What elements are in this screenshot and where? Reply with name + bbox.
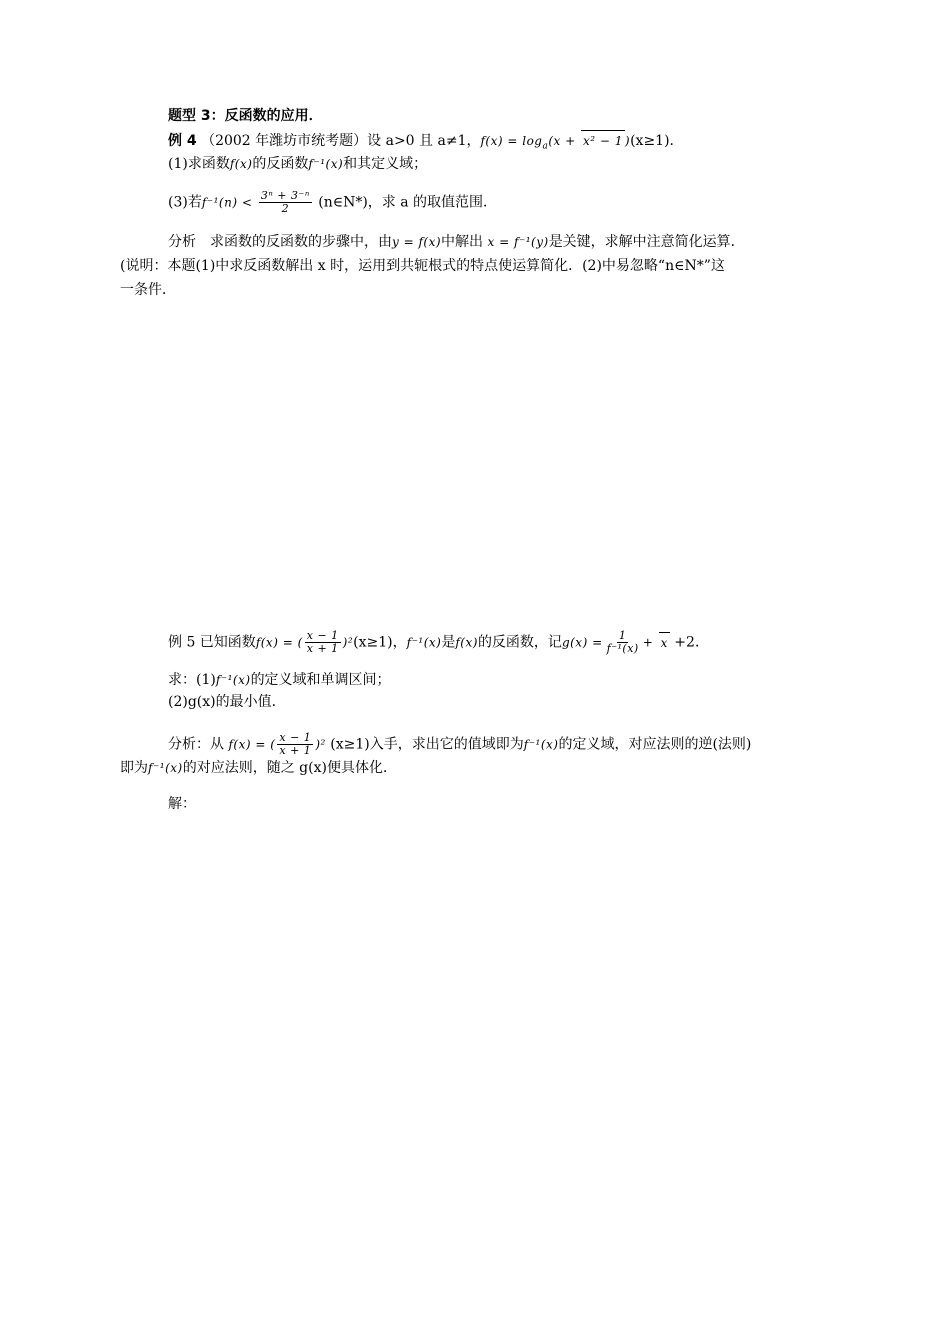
- example5-question2: (2)g(x)的最小值．: [168, 694, 286, 710]
- solution-label: 解：: [168, 796, 196, 812]
- example4-analysis-line2: (说明：本题(1)中求反函数解出 x 时，运用到共轭根式的特点使运算简化．(2)中易忽略“n∈N*”这: [120, 258, 725, 274]
- example4-question3: (3)若f⁻¹(n) < $\frac{\text{3ⁿ + 3⁻ⁿ}}{2}$ (n∈N*)，求 a 的取值范围．: [168, 189, 498, 215]
- example5-question1: 求：(1)f⁻¹(x)的定义域和单调区间；: [168, 672, 391, 688]
- example4-analysis-line1: 分析 求函数的反函数的步骤中，由y = f(x)中解出 x = f⁻¹(y)是关键，求解中注意简化运算．: [168, 234, 745, 250]
- f-inverse-x: f⁻¹(x): [308, 157, 344, 171]
- inequality-lhs: f⁻¹(n) <: [201, 195, 253, 210]
- g-fraction: $\frac{1}{\text{f⁻¹(x)}}$: [606, 629, 639, 655]
- example4-label: 例 4: [168, 133, 197, 149]
- section-heading: 题型 3：反函数的应用．: [168, 108, 323, 124]
- example4-formula: $f(x) = \log_a(x + x^2 - 1$ ): [480, 134, 630, 148]
- example5-analysis-line2: 即为f⁻¹(x)的对应法则，随之 g(x)便具体化．: [120, 760, 397, 776]
- analysis-fraction: $\frac{x - 1}{x + 1}$: [279, 731, 312, 757]
- f-x: f(x): [229, 157, 253, 171]
- inequality-fraction: $\frac{\text{3ⁿ + 3⁻ⁿ}}{2}$: [260, 189, 310, 215]
- example5-statement: 例 5 已知函数f(x) = ( $\frac{x - 1}{x + 1}$ )²(x≥1)，f⁻¹(x)是f(x)的反函数，记g(x) = $\frac{1}{\text{f⁻¹(x)}}$ + x +2．: [168, 629, 709, 655]
- example4-statement: [168, 130, 684, 151]
- example5-analysis-line1: 分析：从 f(x) = ( $\frac{x - 1}{x + 1}$ )² (x≥1)入手，求出它的值域即为f⁻¹(x)的定义域，对应法则的逆(法则): [168, 731, 752, 757]
- example4-question1: (1)求函数f(x)的反函数f⁻¹(x)和其定义域；: [168, 156, 428, 172]
- example5-fraction: $\frac{x - 1}{x + 1}$: [306, 629, 339, 655]
- example4-condition: (x≥1)．: [630, 133, 684, 149]
- example4-analysis-line3: 一条件．: [120, 282, 176, 298]
- example4-intro: （2002 年潍坊市统考题）设 a>0 且 a≠1，: [201, 133, 481, 149]
